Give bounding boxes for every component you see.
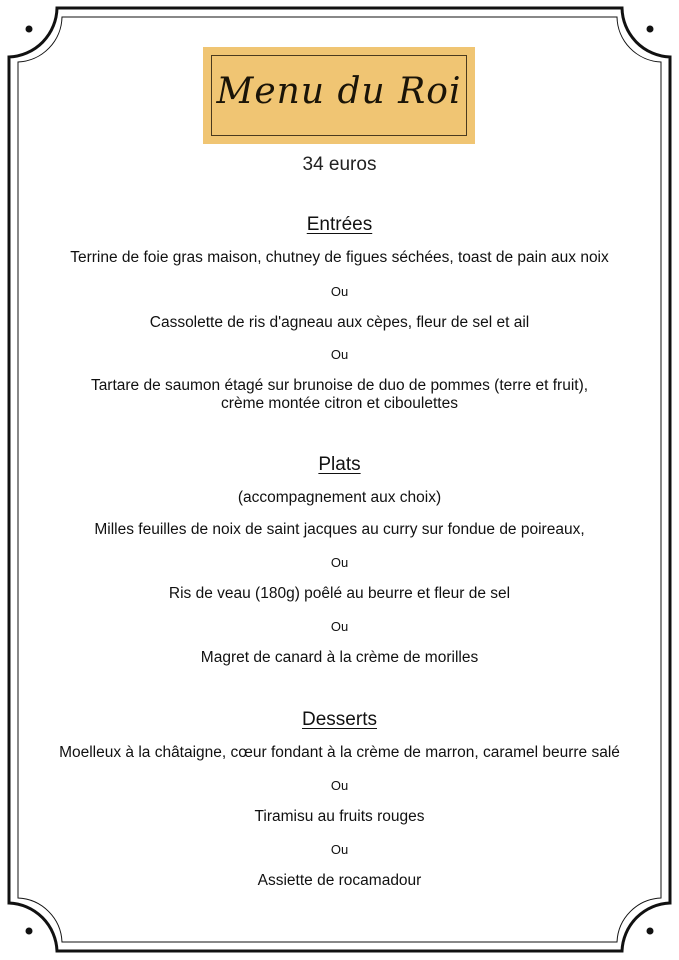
corner-dot xyxy=(26,26,33,33)
menu-title: Menu du Roi xyxy=(216,71,462,112)
plat-item: Magret de canard à la crème de morilles xyxy=(200,649,479,666)
entree-item-line: Tartare de saumon étagé sur brunoise de duo de pommes (terre et fruit), xyxy=(90,377,589,394)
or-separator: Ou xyxy=(330,347,349,362)
entree-item: Cassolette de ris d'agneau aux cèpes, fleur de sel et ail xyxy=(149,314,530,331)
section-heading-plats: Plats xyxy=(318,454,361,475)
dessert-item: Moelleux à la châtaigne, cœur fondant à la crème de marron, caramel beurre salé xyxy=(59,744,620,761)
or-separator: Ou xyxy=(330,842,349,857)
title-plaque xyxy=(203,47,475,144)
entree-item: Terrine de foie gras maison, chutney de figues séchées, toast de pain aux noix xyxy=(70,249,609,266)
dessert-item: Tiramisu au fruits rouges xyxy=(254,808,425,825)
section-heading-desserts: Desserts xyxy=(302,709,377,730)
or-separator: Ou xyxy=(330,778,349,793)
menu-price: 34 euros xyxy=(302,154,377,175)
or-separator: Ou xyxy=(330,619,349,634)
corner-dot xyxy=(647,26,654,33)
corner-dot xyxy=(26,928,33,935)
corner-dot xyxy=(647,928,654,935)
section-heading-entrees: Entrées xyxy=(306,214,373,235)
or-separator: Ou xyxy=(330,555,349,570)
dessert-item: Assiette de rocamadour xyxy=(257,872,422,889)
plats-note: (accompagnement aux choix) xyxy=(237,489,442,506)
entree-item-line: crème montée citron et ciboulettes xyxy=(221,395,458,412)
or-separator: Ou xyxy=(330,284,349,299)
plat-item: Ris de veau (180g) poêlé au beurre et fleur de sel xyxy=(168,585,511,602)
plat-item: Milles feuilles de noix de saint jacques au curry sur fondue de poireaux, xyxy=(94,521,585,538)
